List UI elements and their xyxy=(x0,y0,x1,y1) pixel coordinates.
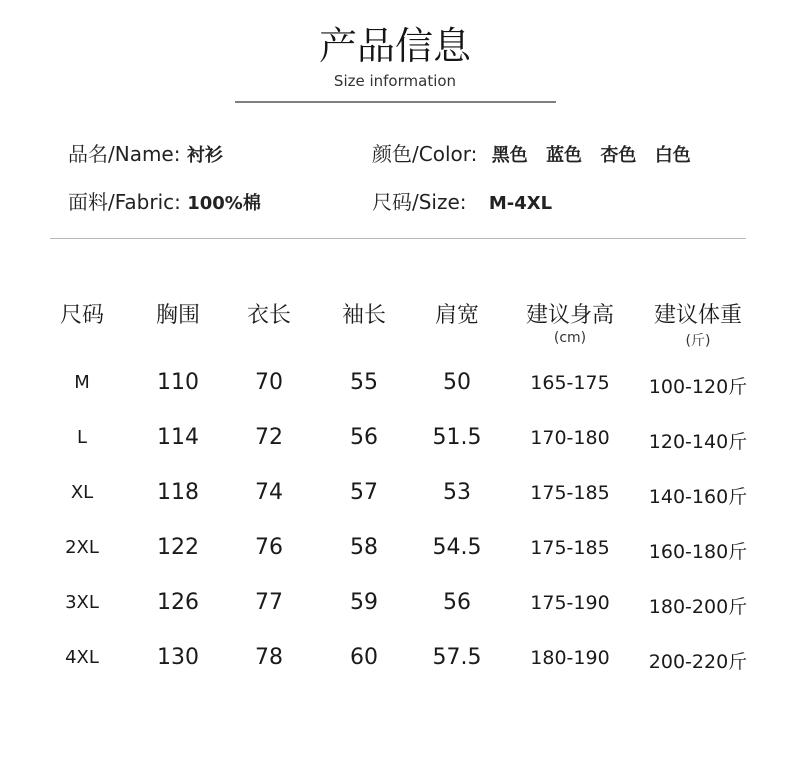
cell-sleeve: 59 xyxy=(350,590,378,615)
weight-unit-label: (斤) xyxy=(685,333,711,349)
cell-size: M xyxy=(74,372,90,393)
info-fabric xyxy=(68,186,261,215)
cell-height: 175-185 xyxy=(530,481,610,504)
page-title: 产品信息 xyxy=(318,24,471,68)
cell-weight: 140-160斤 xyxy=(648,485,748,508)
header-chest: 胸围 xyxy=(155,303,200,328)
title-divider xyxy=(235,101,556,103)
info-size xyxy=(372,186,552,215)
cell-chest: 130 xyxy=(157,645,199,670)
cell-shoulder: 54.5 xyxy=(432,535,482,560)
header-length: 衣长 xyxy=(246,303,291,328)
cell-weight: 120-140斤 xyxy=(648,430,748,453)
header-size: 尺码 xyxy=(59,303,104,328)
cell-weight: 200-220斤 xyxy=(648,650,748,673)
cell-weight: 180-200斤 xyxy=(648,595,748,618)
cell-length: 76 xyxy=(255,535,283,560)
header-height: 建议身高 xyxy=(525,303,614,328)
size-label: 尺码/Size: xyxy=(372,190,467,214)
cell-chest: 110 xyxy=(157,370,199,395)
color-blue: 蓝色 xyxy=(546,145,583,166)
cell-height: 175-185 xyxy=(530,536,610,559)
cell-length: 78 xyxy=(255,645,283,670)
info-color xyxy=(372,138,691,167)
cell-size: 4XL xyxy=(65,647,99,668)
cell-sleeve: 58 xyxy=(350,535,378,560)
cell-length: 77 xyxy=(255,590,283,615)
fabric-value: 100%棉 xyxy=(187,193,261,214)
cell-weight: 160-180斤 xyxy=(648,540,748,563)
name-label: 品名/Name: xyxy=(68,142,181,166)
cell-height: 180-190 xyxy=(530,646,610,669)
cell-sleeve: 55 xyxy=(350,370,378,395)
cell-shoulder: 51.5 xyxy=(432,425,482,450)
page-subtitle: Size information xyxy=(333,72,457,90)
cell-size: 2XL xyxy=(65,537,99,558)
cell-size: L xyxy=(76,427,88,448)
height-unit-label: (cm) xyxy=(553,330,587,346)
header-shoulder: 肩宽 xyxy=(434,303,479,328)
color-white: 白色 xyxy=(654,145,691,166)
cell-shoulder: 53 xyxy=(443,480,471,505)
header-weight: 建议体重 xyxy=(653,303,742,328)
cell-height: 165-175 xyxy=(530,371,610,394)
cell-chest: 126 xyxy=(157,590,199,615)
color-apricot: 杏色 xyxy=(600,145,637,166)
section-divider xyxy=(50,238,746,239)
cell-sleeve: 56 xyxy=(350,425,378,450)
header-sleeve: 袖长 xyxy=(341,303,386,328)
cell-sleeve: 60 xyxy=(350,645,378,670)
cell-weight: 100-120斤 xyxy=(648,375,748,398)
info-name xyxy=(68,138,223,167)
cell-length: 74 xyxy=(255,480,283,505)
cell-length: 72 xyxy=(255,425,283,450)
cell-size: XL xyxy=(70,482,94,503)
size-value: M-4XL xyxy=(488,193,553,214)
cell-shoulder: 50 xyxy=(443,370,471,395)
cell-chest: 118 xyxy=(157,480,199,505)
color-label: 颜色/Color: xyxy=(372,142,478,166)
fabric-label: 面料/Fabric: xyxy=(68,190,181,214)
cell-length: 70 xyxy=(255,370,283,395)
cell-sleeve: 57 xyxy=(350,480,378,505)
name-value: 衬衫 xyxy=(186,145,223,166)
cell-shoulder: 56 xyxy=(443,590,471,615)
cell-height: 170-180 xyxy=(530,426,610,449)
cell-height: 175-190 xyxy=(530,591,610,614)
cell-shoulder: 57.5 xyxy=(432,645,482,670)
cell-size: 3XL xyxy=(65,592,99,613)
cell-chest: 122 xyxy=(157,535,199,560)
color-black: 黑色 xyxy=(491,145,528,166)
cell-chest: 114 xyxy=(157,425,199,450)
